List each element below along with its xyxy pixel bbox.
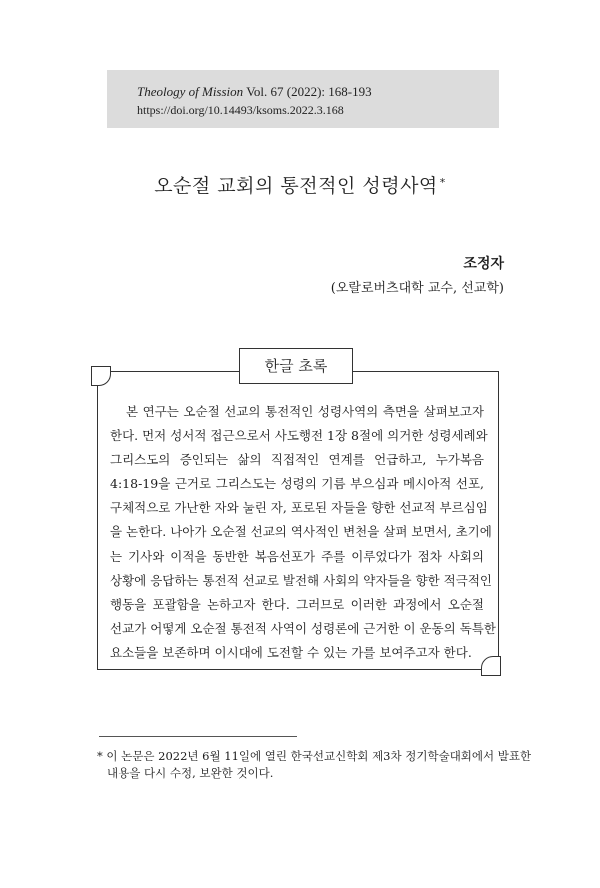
footnote-line: 내용을 다시 수정, 보완한 것이다. [107, 766, 274, 780]
abstract-line: 한다. 먼저 성서적 접근으로서 사도행전 1장 8절에 의거한 성령세례와 [110, 428, 488, 444]
abstract-line: 는 기사와 이적을 동반한 복음선포가 주를 이루었다가 점차 사회의 [110, 548, 484, 564]
abstract-line: 그리스도의 증인되는 삶의 직접적인 연계를 언급하고, 누가복음 [110, 452, 484, 468]
abstract-body [110, 400, 496, 665]
journal-name: Theology of Mission [137, 84, 244, 99]
author-affiliation: (오랄로버츠대학 교수, 선교학) [330, 281, 504, 296]
abstract-label: 한글 초록 [239, 348, 353, 384]
scroll-curl-bottom-right [481, 656, 501, 676]
abstract-line: 요소들을 보존하며 이시대에 도전할 수 있는 가를 보여주고자 한다. [110, 644, 472, 660]
doi-link[interactable]: https://doi.org/10.14493/ksoms.2022.3.168 [137, 103, 344, 117]
abstract-line: 행동을 포괄함을 논하고자 한다. 그러므로 이러한 과정에서 오순절 [110, 596, 484, 612]
footnote-line [97, 748, 532, 765]
journal-citation [137, 84, 372, 100]
abstract-line: 본 연구는 오순절 선교의 통전적인 성령사역의 측면을 살펴보고자 [126, 404, 484, 419]
abstract-line: 상황에 응답하는 통전적 선교로 발전해 사회의 약자들을 향한 적극적인 [110, 572, 492, 588]
footnote [97, 748, 532, 782]
paper-title-text: 오순절 교회의 통전적인 성령사역 [154, 175, 438, 197]
abstract-line: 선교가 어떻게 오순절 통전적 사역이 성령론에 근거한 이 운동의 독특한 [110, 620, 496, 636]
abstract-line: 을 논한다. 나아가 오순절 선교의 역사적인 변천을 살펴 보면서, 초기에 [110, 524, 492, 540]
title-footnote-mark: * [439, 176, 446, 189]
abstract-line: 구체적으로 가난한 자와 눌린 자, 포로된 자들을 향한 선교적 부르심임 [110, 500, 488, 516]
abstract-line: 4:18-19을 근거로 그리스도는 성령의 기름 부으심과 메시아적 선포, [110, 476, 484, 492]
author-name: 조정자 [463, 256, 504, 272]
paper-title [0, 171, 600, 198]
footnote-rule [99, 736, 297, 737]
footnote-text-1: 이 논문은 2022년 6월 11일에 열린 한국선교신학회 제3차 정기학술대회에서 발표한 [106, 749, 532, 763]
footnote-mark: * [97, 749, 103, 763]
journal-volume: Vol. 67 (2022): 168-193 [246, 84, 372, 99]
